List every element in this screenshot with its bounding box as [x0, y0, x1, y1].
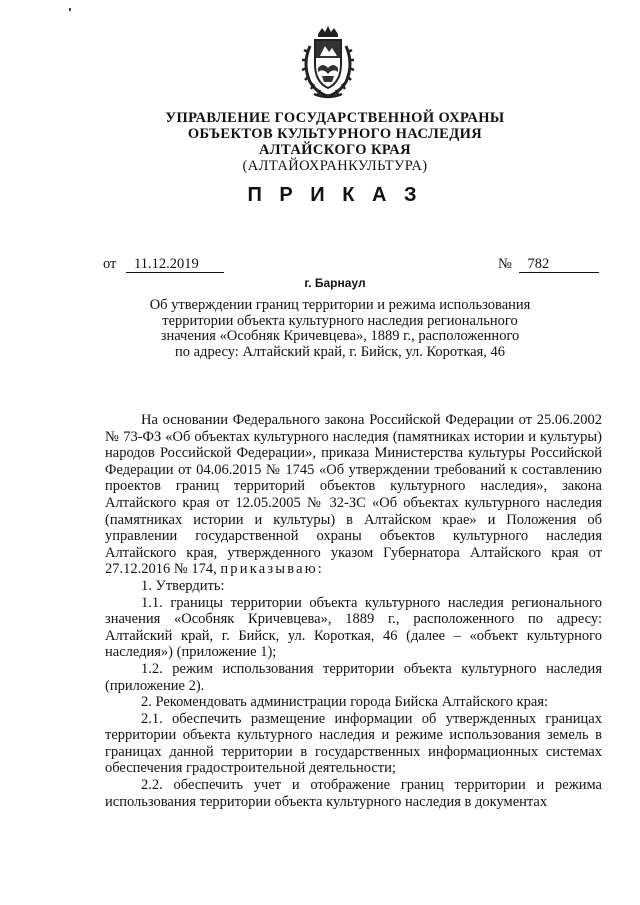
- city-name: г. Барнаул: [304, 276, 366, 290]
- intro-paragraph: [105, 412, 602, 578]
- order-body: [105, 412, 602, 810]
- subject-line: территории объекта культурного наследия регионального: [162, 312, 518, 329]
- order-item-2-1: 2.1. обеспечить размещение информации об утвержденных границах территории объекта культурного наследия и режиме использования земель в границах данной территории в государственных информационных системах обеспечения градостроительной деятельности;: [105, 710, 602, 777]
- agency-name-line-2: ОБЪЕКТОВ КУЛЬТУРНОГО НАСЛЕДИЯ: [187, 126, 483, 142]
- subject-line: значения «Особняк Кричевцева», 1889 г., расположенного: [160, 328, 520, 344]
- order-subject: [130, 298, 550, 360]
- coat-of-arms-icon: [296, 24, 360, 100]
- number-value: 782: [519, 257, 599, 273]
- order-number: [498, 256, 599, 273]
- order-item-2: 2. Рекомендовать администрации города Бийска Алтайского края:: [141, 694, 549, 711]
- subject-line: по адресу: Алтайский край, г. Бийск, ул. Короткая, 46: [175, 343, 505, 360]
- date-value: 11.12.2019: [126, 257, 224, 273]
- agency-abbreviation: (АЛТАЙОХРАНКУЛЬТУРА): [242, 158, 428, 174]
- order-item-2-2: 2.2. обеспечить учет и отображение границ территории и режима использования территории объекта культурного наследия в документах: [105, 777, 602, 810]
- document-title: П Р И К А З: [247, 184, 423, 206]
- order-date: [103, 256, 224, 273]
- order-item-1-2: 1.2. режим использования территории объекта культурного наследия (приложение 2).: [105, 660, 602, 694]
- order-item-1-1: 1.1. границы территории объекта культурного наследия регионального значения «Особняк Кричевцева», 1889 г., расположенного по адресу: Алтайский край, г. Бийск, ул. Короткая, 46 (далее – «объект культурного наследия») (приложение 1);: [105, 594, 602, 661]
- intro-verb: приказываю:: [220, 561, 324, 578]
- order-item-1: 1. Утвердить:: [141, 577, 225, 594]
- number-prefix: №: [498, 256, 512, 272]
- date-prefix: от: [103, 256, 117, 272]
- agency-header: [100, 110, 570, 174]
- agency-name-line-1: УПРАВЛЕНИЕ ГОСУДАРСТВЕННОЙ ОХРАНЫ: [165, 110, 505, 126]
- scan-mark: [69, 8, 71, 11]
- intro-text: На основании Федерального закона Российской Федерации от 25.06.2002 № 73-ФЗ «Об объектах культурного наследия (памятниках истории и культуры) народов Российской Федерации», приказа Министерства культуры Российской Федерации от 04.06.2015 № 1745 «Об утверждении требований к составлению проектов границ территорий объектов культурного наследия», закона Алтайского края от 12.05.2005 № 32-ЗС «Об объектах культурного наследия (памятниках истории и культуры) в Алтайском крае» и Положения об управлении государственной охраны объектов культурного наследия Алтайского края, утвержденного указом Губернатора Алтайского края от 27.12.2016 № 174,: [105, 412, 602, 578]
- subject-line: Об утверждении границ территории и режима использования: [149, 297, 531, 313]
- agency-name-line-3: АЛТАЙСКОГО КРАЯ: [258, 142, 412, 158]
